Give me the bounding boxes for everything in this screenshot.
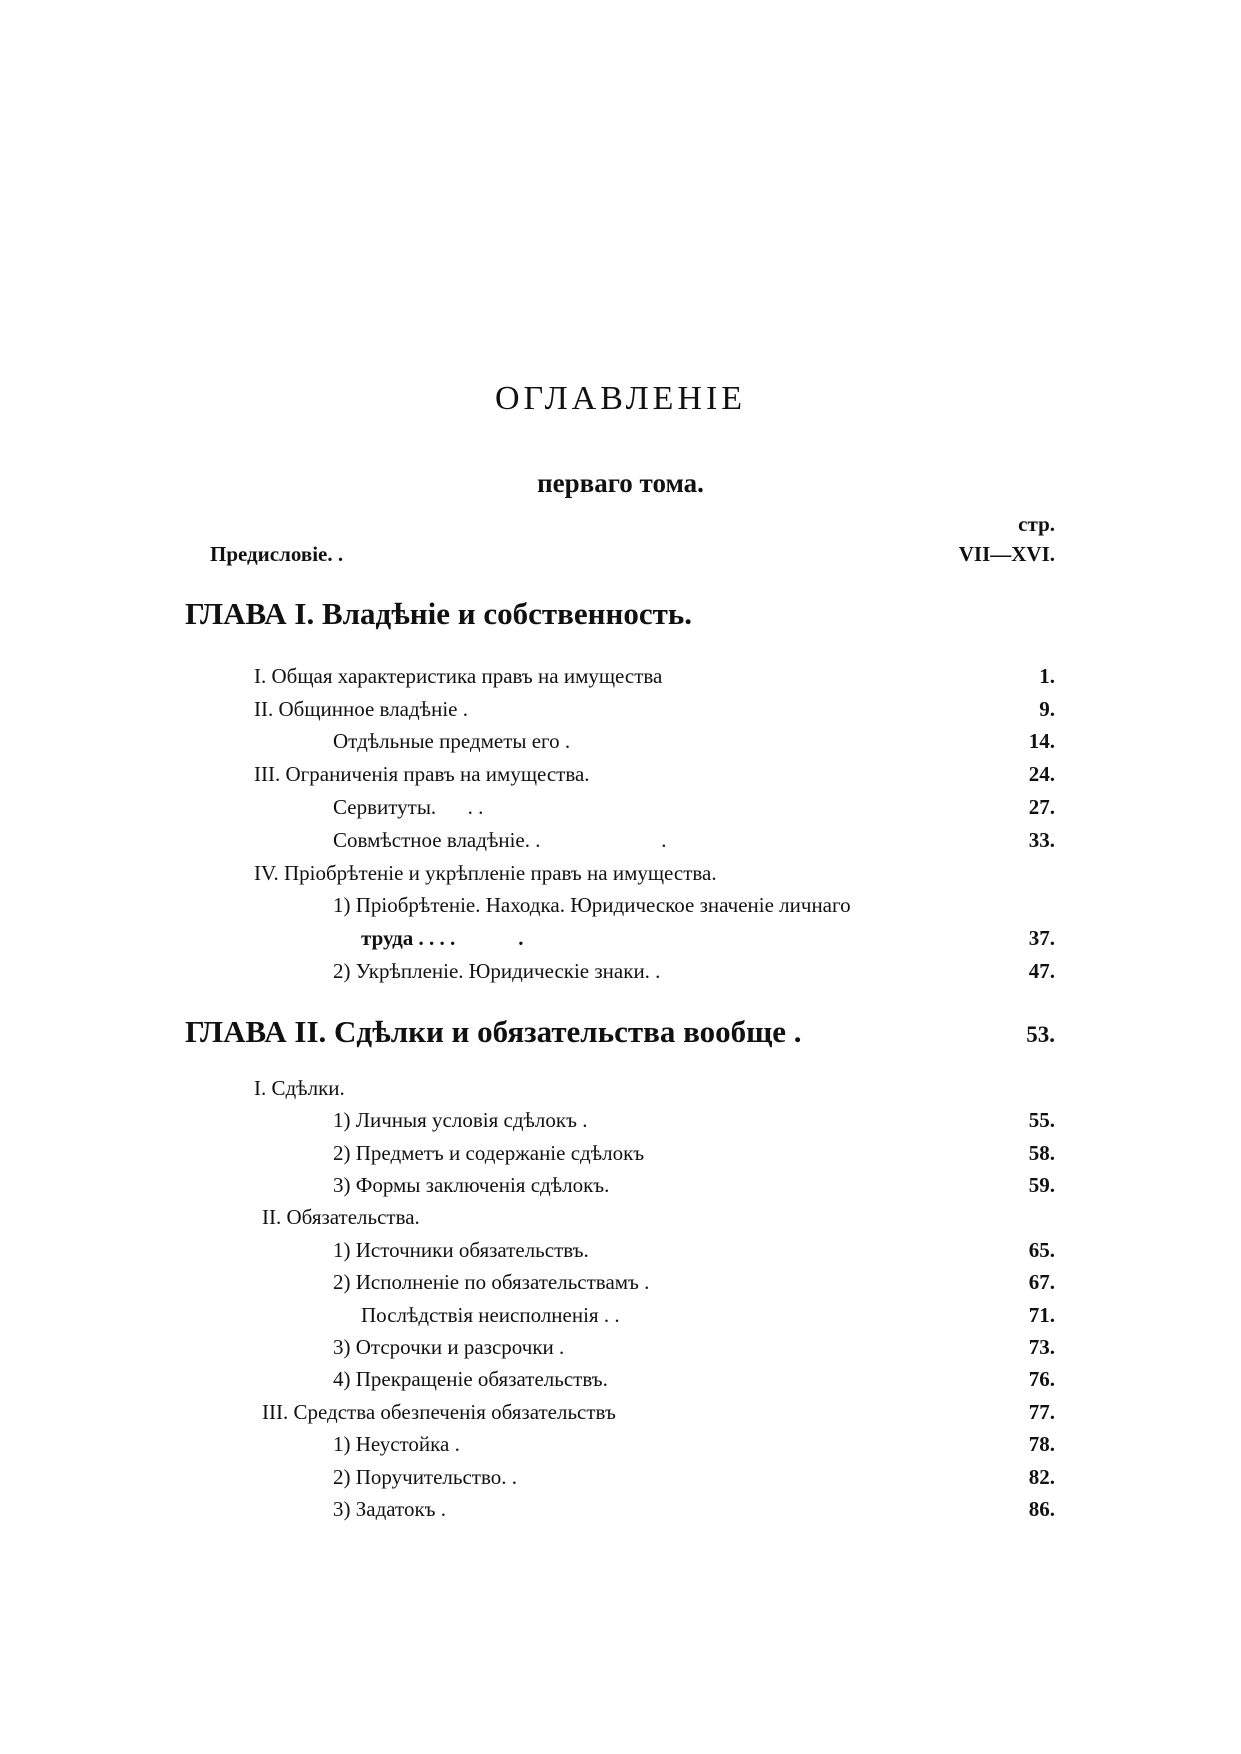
toc-entry-label: IV. Прiобрѣтенiе и укрѣпленiе правъ на имущества. [254, 861, 717, 885]
toc-entry-page: 27. [1028, 795, 1055, 819]
page-column-label: стр. [1018, 512, 1055, 536]
toc-entry-label: 2) Предметъ и содержанiе сдѣлокъ [333, 1141, 645, 1165]
toc-entry-label: 2) Укрѣпленiе. Юридическiе знаки. . [333, 959, 661, 983]
toc-entry-page: 71. [1028, 1303, 1055, 1327]
toc-entry-page: 73. [1028, 1335, 1055, 1359]
toc-entry-page: 77. [1028, 1400, 1055, 1424]
toc-entry-label: 1) Личныя условiя сдѣлокъ . [333, 1108, 588, 1132]
chapter-2-title: ГЛАВА II. Сдѣлки и обязательства вообще . [185, 1014, 802, 1049]
toc-entry-label: 1) Неустойка . [333, 1432, 460, 1456]
toc-entry-label: Отдѣльные предметы его . [333, 729, 571, 753]
toc-entry-label: III. Средства обезпеченiя обязательствъ [262, 1400, 616, 1424]
toc-entry-page: 76. [1028, 1367, 1055, 1391]
toc-entry-label: 1) Прiобрѣтенiе. Находка. Юридическое значенiе личнаго [333, 893, 851, 917]
toc-entry-page: 37. [1028, 926, 1055, 950]
toc-entry-label: 2) Поручительство. . [333, 1465, 518, 1489]
preface-label: Предисловiе. . [210, 542, 344, 566]
toc-entry-label: III. Ограниченiя правъ на имущества. [254, 762, 590, 786]
toc-entry-label: 3) Отсрочки и разсрочки . [333, 1335, 565, 1359]
toc-entry-page: 86. [1028, 1497, 1055, 1521]
toc-entry-page: 78. [1028, 1432, 1055, 1456]
page-heading: ОГЛАВЛЕНIЕ [494, 380, 747, 417]
toc-entry-page: 59. [1028, 1173, 1055, 1197]
chapter-2-page: 53. [1026, 1022, 1055, 1047]
toc-entry-label: 4) Прекращенiе обязательствъ. [333, 1367, 608, 1391]
toc-entry-label: 3) Задатокъ . [333, 1497, 447, 1521]
toc-entry-page: 58. [1028, 1141, 1055, 1165]
toc-entry-page: 9. [1039, 697, 1055, 721]
toc-entry-label: 3) Формы заключенiя сдѣлокъ. [333, 1173, 610, 1197]
toc-entry-page: 33. [1028, 828, 1055, 852]
toc-entry-page: 65. [1028, 1238, 1055, 1262]
toc-entry-label: Совмѣстное владѣнiе. . . [333, 828, 667, 852]
toc-entry-page: 82. [1028, 1465, 1055, 1489]
preface-pages: VII—XVI. [958, 542, 1055, 566]
toc-entry-page: 47. [1028, 959, 1055, 983]
toc-entry-label: Сервитуты. . . [333, 795, 484, 819]
toc-entry-label: II. Обязательства. [262, 1205, 420, 1229]
toc-entry-label: труда . . . . . [361, 926, 524, 950]
toc-entry-page: 14. [1028, 729, 1055, 753]
chapter-1-title: ГЛАВА I. Владѣнiе и собственность. [185, 596, 693, 631]
toc-entry-label: I. Общая характеристика правъ на имущества [254, 664, 663, 688]
toc-entry-page: 1. [1039, 664, 1055, 688]
toc-entry-label: II. Общинное владѣнiе . [254, 697, 468, 721]
toc-entry-page: 24. [1028, 762, 1055, 786]
toc-entry-page: 55. [1028, 1108, 1055, 1132]
toc-entry-label: I. Сдѣлки. [254, 1076, 345, 1100]
toc-entry-page: 67. [1028, 1270, 1055, 1294]
toc-entry-label: 1) Источники обязательствъ. [333, 1238, 589, 1262]
page-subheading: перваго тома. [537, 468, 704, 498]
toc-entry-label: 2) Исполненiе по обязательствамъ . [333, 1270, 650, 1294]
toc-entry-label: Послѣдствiя неисполненiя . . [361, 1303, 620, 1327]
